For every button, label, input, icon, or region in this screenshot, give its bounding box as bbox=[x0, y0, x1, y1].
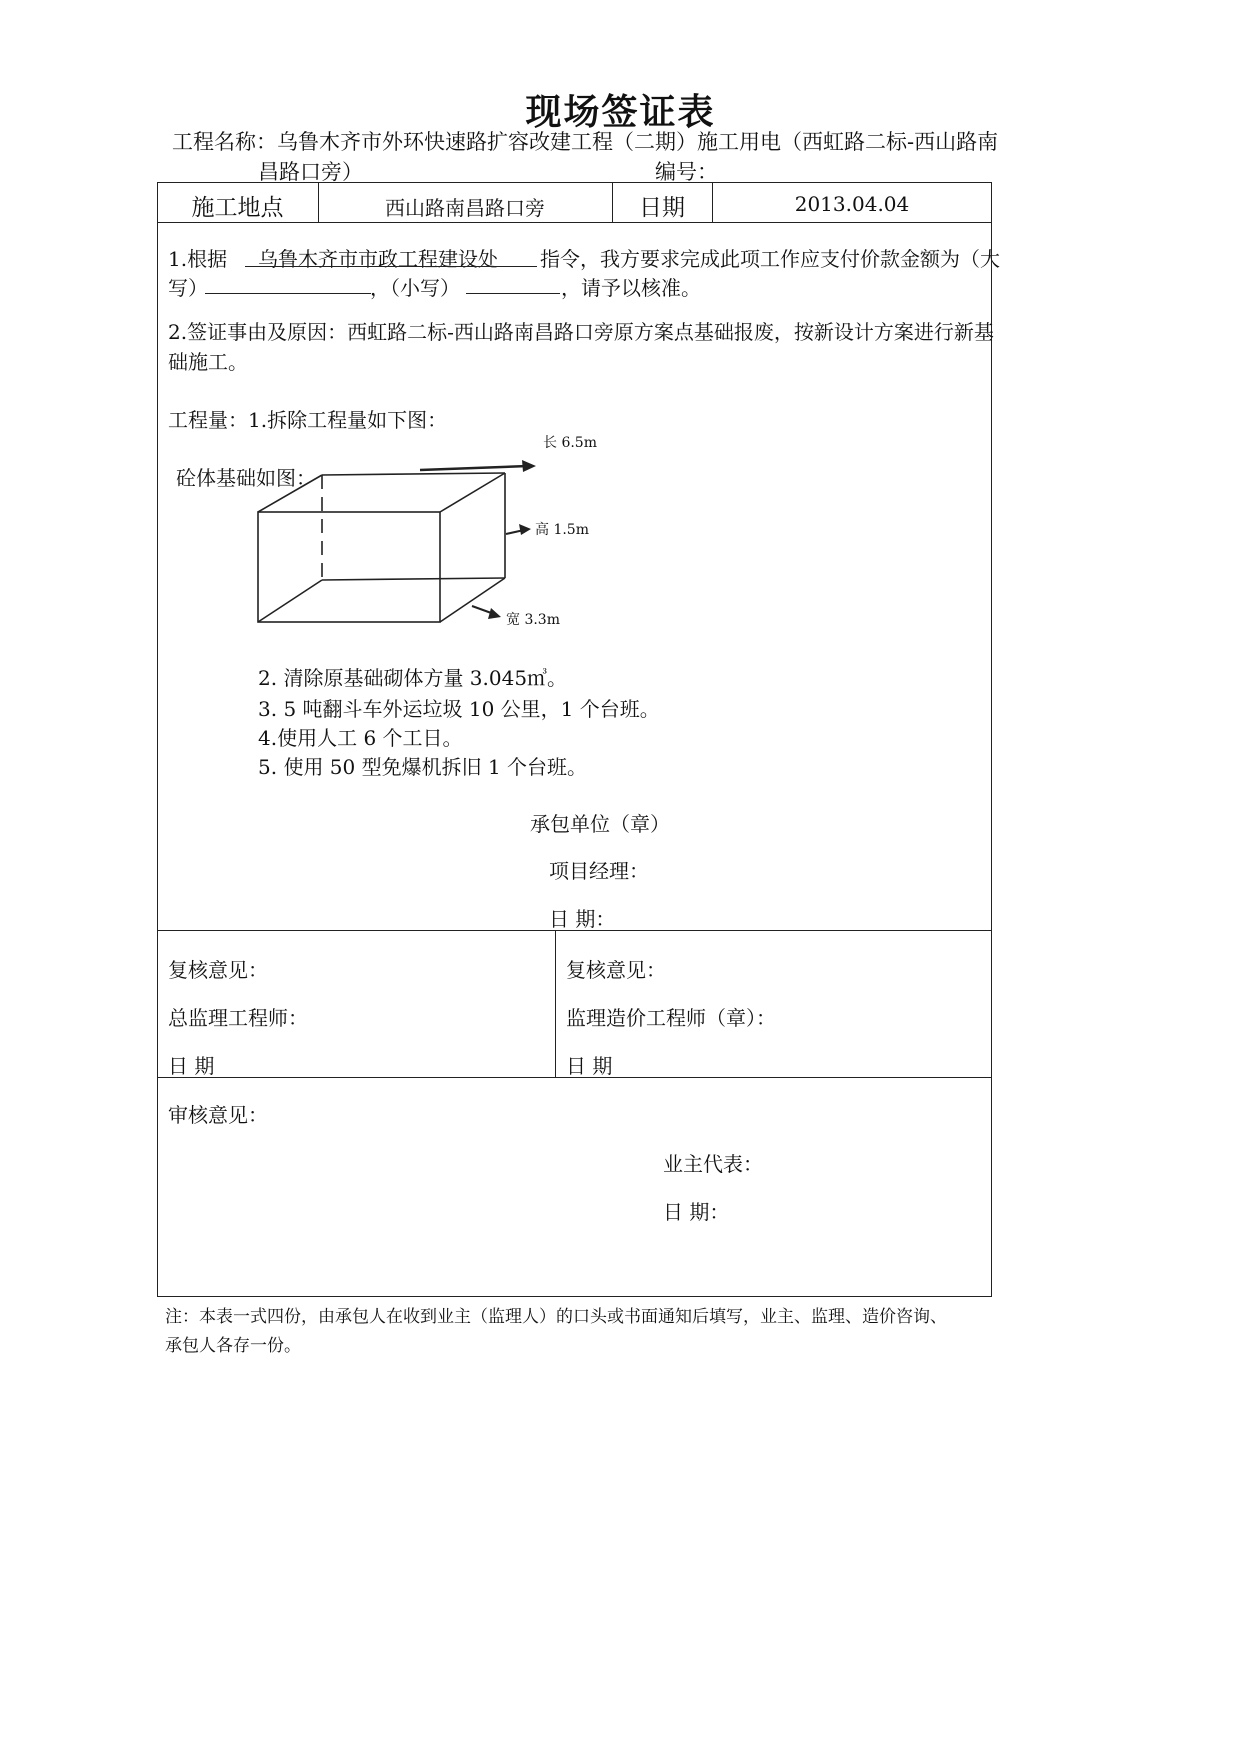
contractor-seal: 承包单位（章） bbox=[530, 812, 670, 836]
list-item-3: 3. 5 吨翻斗车外运垃圾 10 公里，1 个台班。 bbox=[258, 697, 660, 721]
box-front-face bbox=[258, 512, 440, 622]
owner-rep-label: 业主代表： bbox=[663, 1152, 763, 1176]
right-review-opinion: 复核意见： bbox=[566, 958, 666, 982]
audit-opinion: 审核意见： bbox=[168, 1103, 268, 1127]
dim-height-label: 高 1.5m bbox=[535, 522, 589, 538]
number-label: 编号： bbox=[655, 160, 718, 184]
contractor-date-label: 日 期： bbox=[549, 907, 616, 931]
list-item-2: 2. 清除原基础砌体方量 3.045㎥。 bbox=[258, 666, 568, 690]
page-title: 现场签证表 bbox=[525, 92, 716, 133]
quantity-heading: 工程量：1.拆除工程量如下图： bbox=[168, 408, 448, 432]
location-label: 施工地点 bbox=[191, 195, 284, 221]
box-back-top-edge bbox=[322, 473, 505, 475]
item1-line2-b: ，（小写） bbox=[370, 276, 460, 300]
item1-authority: 乌鲁木齐市市政工程建设处 bbox=[258, 247, 498, 271]
item2-line2: 础施工。 bbox=[168, 350, 248, 374]
box-right-top-edge bbox=[440, 473, 505, 512]
dim-length-label: 长 6.5m bbox=[543, 435, 597, 451]
height-arrow-head bbox=[519, 524, 531, 535]
review-top-divider bbox=[157, 930, 992, 931]
project-name-label: 工程名称： bbox=[172, 130, 277, 154]
cost-engineer-label: 监理造价工程师（章）： bbox=[566, 1006, 776, 1030]
location-value: 西山路南昌路口旁 bbox=[385, 196, 545, 220]
box-left-top-edge bbox=[258, 475, 322, 512]
length-arrow-head bbox=[522, 460, 536, 472]
item2-line1: 2.签证事由及原因：西虹路二标-西山路南昌路口旁原方案点基础报废，按新设计方案进行新基 bbox=[168, 320, 994, 344]
diagram-caption: 砼体基础如图： bbox=[176, 466, 316, 490]
item1-suffix: 指令，我方要求完成此项工作应支付价款金额为（大 bbox=[540, 247, 1000, 271]
length-arrow-line bbox=[420, 466, 528, 470]
left-review-date: 日 期 bbox=[168, 1054, 215, 1078]
chief-supervisor-label: 总监理工程师： bbox=[168, 1006, 308, 1030]
box-hidden-bottom-left-edge bbox=[258, 580, 322, 622]
left-review-opinion: 复核意见： bbox=[168, 958, 268, 982]
list-item-4: 4.使用人工 6 个工日。 bbox=[258, 726, 463, 750]
width-arrow-head bbox=[488, 608, 501, 619]
date-value: 2013.04.04 bbox=[794, 192, 910, 216]
item1-line2-c: ，请予以核准。 bbox=[561, 276, 701, 300]
footnote-line2: 承包人各存一份。 bbox=[165, 1336, 301, 1356]
list-item-5: 5. 使用 50 型免爆机拆旧 1 个台班。 bbox=[258, 755, 588, 779]
date-label: 日期 bbox=[639, 195, 685, 221]
dim-width-label: 宽 3.3m bbox=[506, 612, 560, 628]
project-name-value: 乌鲁木齐市外环快速路扩容改建工程（二期）施工用电（西虹路二标-西山路南 bbox=[277, 130, 999, 154]
footnote-line1: 注：本表一式四份，由承包人在收到业主（监理人）的口头或书面通知后填写，业主、监理、造价咨询、 bbox=[165, 1307, 947, 1327]
review-mid-divider bbox=[555, 930, 556, 1078]
audit-date-label: 日 期： bbox=[663, 1200, 730, 1224]
box-hidden-back-bottom-edge bbox=[322, 578, 505, 580]
right-review-date: 日 期 bbox=[566, 1054, 613, 1078]
item1-line2-a: 写） bbox=[168, 276, 208, 300]
project-manager-label: 项目经理： bbox=[549, 859, 649, 883]
project-name-line2: 昌路口旁） bbox=[258, 160, 363, 184]
item1-prefix: 1.根据 bbox=[168, 247, 228, 271]
